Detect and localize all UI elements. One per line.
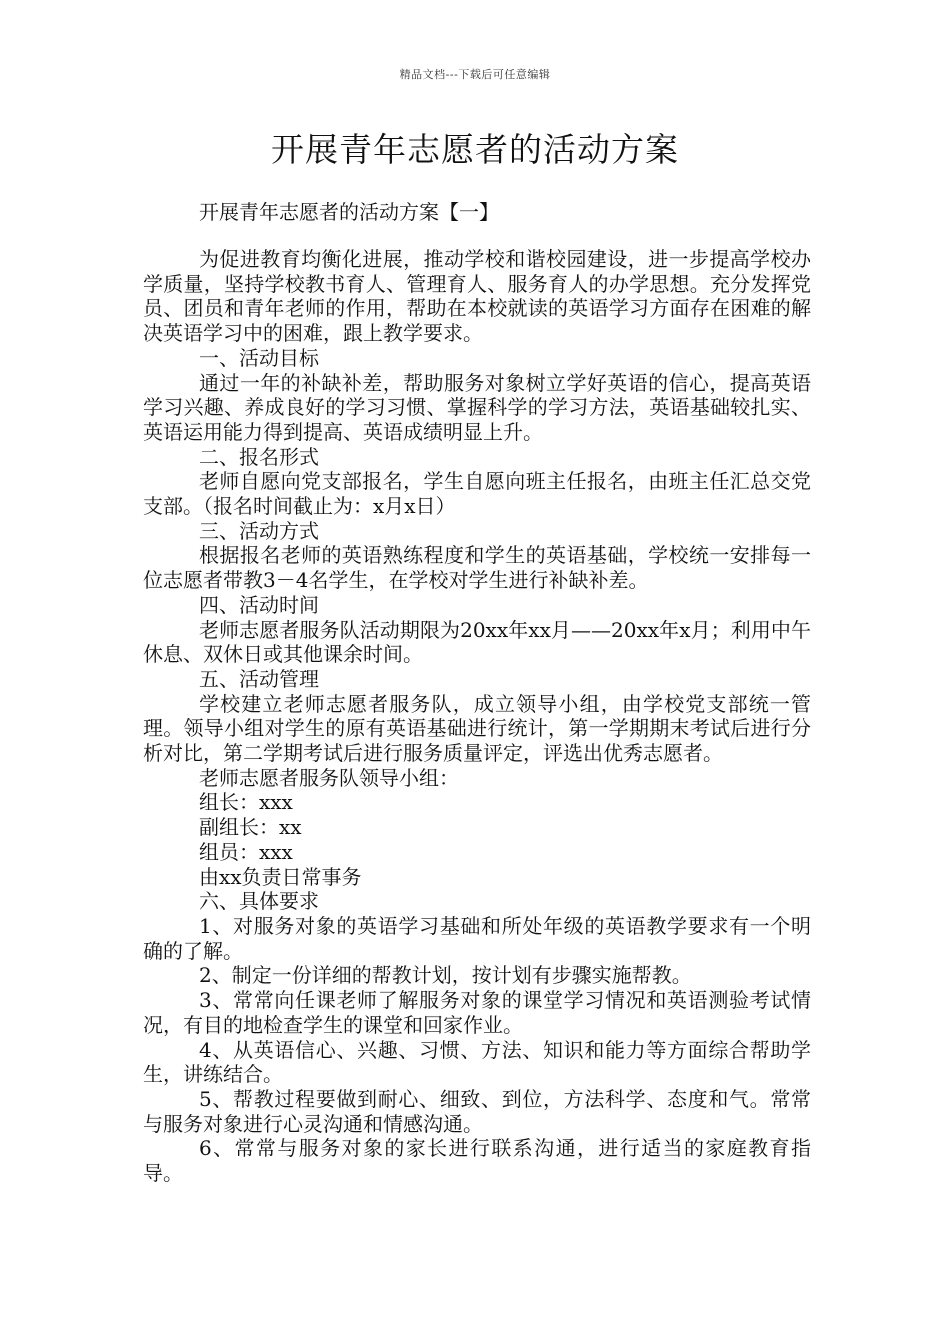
time-paragraph: 老师志愿者服务队活动期限为20xx年xx月——20xx年x月；利用中午休息、双休日或其他课余时间。	[143, 617, 811, 667]
document-title: 开展青年志愿者的活动方案	[271, 130, 679, 169]
requirement-item: 4、从英语信心、兴趣、习惯、方法、知识和能力等方面综合帮助学生，讲练结合。	[143, 1037, 811, 1087]
document-subtitle: 开展青年志愿者的活动方案【一】	[199, 200, 499, 224]
requirement-item: 3、常常向任课老师了解服务对象的课堂学习情况和英语测验考试情况，有目的地检查学生的课堂和回家作业。	[143, 988, 811, 1037]
member-line: 组员：xxx	[199, 839, 293, 864]
requirement-item: 2、制定一份详细的帮教计划，按计划有步骤实施帮教。	[199, 963, 692, 988]
daily-affairs-line: 由xx负责日常事务	[199, 864, 362, 889]
requirement-item: 1、对服务对象的英语学习基础和所处年级的英语教学要求有一个明确的了解。	[143, 913, 811, 963]
requirement-item: 5、帮教过程要做到耐心、细致、到位，方法科学、态度和气。常常与服务对象进行心灵沟通和情感沟通。	[143, 1086, 811, 1136]
section-heading-time: 四、活动时间	[199, 592, 319, 617]
leadership-group-label: 老师志愿者服务队领导小组：	[199, 765, 459, 790]
page-header-note: 精品文档---下载后可任意编辑	[399, 68, 551, 81]
section-heading-registration: 二、报名形式	[199, 444, 319, 469]
deputy-leader-line: 副组长：xx	[199, 815, 302, 840]
document-body	[143, 247, 811, 1186]
section-heading-requirements: 六、具体要求	[199, 889, 319, 914]
intro-paragraph: 为促进教育均衡化进展，推动学校和谐校园建设，进一步提高学校办学质量，坚持学校教书育人、管理育人、服务育人的办学思想。充分发挥党员、团员和青年老师的作用，帮助在本校就读的英语学习方面存在困难的解决英语学习中的困难，跟上教学要求。	[143, 247, 811, 346]
section-heading-method: 三、活动方式	[199, 518, 319, 543]
registration-paragraph: 老师自愿向党支部报名，学生自愿向班主任报名，由班主任汇总交党支部。（报名时间截止为：x月x日）	[143, 469, 811, 519]
management-paragraph: 学校建立老师志愿者服务队，成立领导小组，由学校党支部统一管理。领导小组对学生的原有英语基础进行统计，第一学期期末考试后进行分析对比，第二学期考试后进行服务质量评定，评选出优秀志愿者。	[143, 691, 811, 766]
method-paragraph: 根据报名老师的英语熟练程度和学生的英语基础，学校统一安排每一位志愿者带教3－4名学生，在学校对学生进行补缺补差。	[143, 543, 811, 593]
section-heading-goal: 一、活动目标	[199, 345, 319, 370]
leader-line: 组长：xxx	[199, 790, 293, 815]
goal-paragraph: 通过一年的补缺补差，帮助服务对象树立学好英语的信心，提高英语学习兴趣、养成良好的学习习惯、掌握科学的学习方法，英语基础较扎实、英语运用能力得到提高、英语成绩明显上升。	[143, 370, 811, 444]
requirement-item: 6、常常与服务对象的家长进行联系沟通，进行适当的家庭教育指导。	[143, 1136, 811, 1186]
section-heading-management: 五、活动管理	[199, 666, 319, 691]
